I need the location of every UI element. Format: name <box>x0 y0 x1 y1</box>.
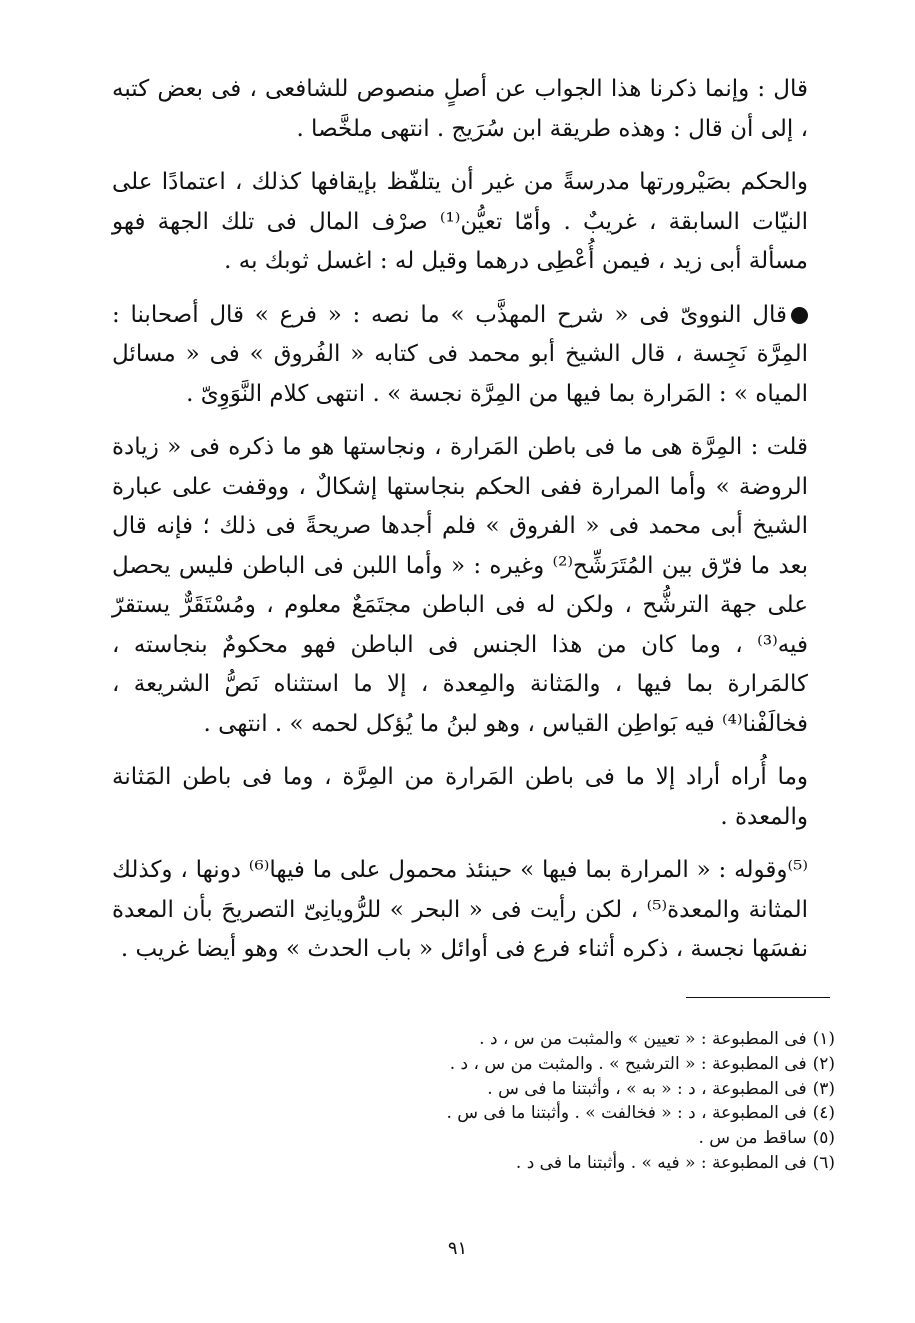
paragraph-5: وما أُراه أراد إلا ما فى باطن المَرارة من المِرَّة ، وما فى باطن المَثانة والمعدة . <box>112 764 808 830</box>
paragraph-6: ⁽⁵⁾وقوله : « المرارة بما فيها » حينئذ محمول على ما فيها⁽⁶⁾ دونها ، وكذلك المثانة والمعدة⁽⁵⁾ ، لكن رأيت فى « البحر » للرُّويانِىّ التصريحَ بأن المعدة نفسَها نجسة ، ذكره أثناء فرع فى أوائل « باب الحدث » وهو أيضا غريب . <box>112 857 809 962</box>
footnote-text: فى المطبوعة : « الترشيح » . والمثبت من س ، د . <box>449 1053 807 1074</box>
footnote-item <box>315 1101 835 1126</box>
footnote-item <box>315 1027 835 1052</box>
footnote-number: (٢) <box>812 1053 835 1074</box>
footnote-number: (١) <box>812 1029 835 1049</box>
main-text <box>112 70 808 970</box>
paragraph-3-text: قال النووىّ فى « شرح المهذَّب » ما نصه : « فرع » قال أصحابنا : المِرَّة نَجِسة ، قال الشيخ أبو محمد فى كتابه « الفُروق » فى « مسائل المياه » : المَرارة بما فيها من المِرَّة نجسة » . انتهى كلام النَّوَوِىّ . <box>112 301 808 407</box>
paragraph-1: قال : وإنما ذكرنا هذا الجواب عن أصلٍ منصوص للشافعى ، فى بعض كتبه ، إلى أن قال : وهذه طريقة ابن سُرَيج . انتهى ملخَّصا . <box>112 76 808 142</box>
paragraph-4: قلت : المِرَّة هى ما فى باطن المَرارة ، ونجاستها هو ما ذكره فى « زيادة الروضة » وأما المرارة ففى الحكم بنجاستها إشكالٌ ، ووقفت على عبارة الشيخ أبى محمد فى « الفروق » فلم أجدها صريحةً فى ذلك ؛ فإنه قال بعد ما فرّق بين المُتَرَشِّح⁽²⁾ وغيره : « وأما اللبن فى الباطن فليس يحصل على جهة الترشُّح ، ولكن له فى الباطن مجتَمَعٌ معلوم ، ومُسْتَقَرٌّ يستقرّ فيه⁽³⁾ ، وما كان من هذا الجنس فى الباطن فهو محكومٌ بنجاسته ، كالمَرارة بما فيها ، والمَثانة والمِعدة ، إلا ما استثناه نَصُّ الشريعة ، فخالَفْنا⁽⁴⁾ فيه بَواطِن القياس ، وهو لبنُ ما يُؤكل لحمه » . انتهى . <box>112 434 808 737</box>
footnote-item <box>315 1077 835 1102</box>
footnote-item <box>315 1151 835 1176</box>
paragraph-2: والحكم بصَيْرورتها مدرسةً من غير أن يتلفّظ بإيقافها كذلك ، اعتمادًا على النيّات السابقة ، غريبٌ . وأمّا تعيُّن⁽¹⁾ صرْف المال فى تلك الجهة فهو مسألة أبى زيد ، فيمن أُعْطِى درهما وقيل له : اغسل ثوبك به . <box>112 169 808 274</box>
footnote-text: فى المطبوعة : « تعيين » والمثبت من س ، د . <box>479 1029 807 1049</box>
paragraph-3 <box>112 296 808 415</box>
footnote-item <box>315 1052 835 1077</box>
page-number: ٩١ <box>447 1238 468 1259</box>
footnote-text: فى المطبوعة ، د : « فخالفت » . وأثبتنا ما فى س . <box>446 1103 807 1124</box>
footnotes-list <box>315 1027 835 1176</box>
footnote-separator <box>686 997 830 998</box>
footnote-number: (٤) <box>812 1103 835 1124</box>
footnote-item <box>315 1126 835 1151</box>
bullet-dot-icon <box>791 307 808 324</box>
footnote-text: ساقط من س . <box>698 1128 807 1149</box>
footnote-text: فى المطبوعة : « فيه » . وأثبتنا ما فى د . <box>515 1152 807 1173</box>
footnote-text: فى المطبوعة ، د : « به » ، وأثبتنا ما فى س . <box>487 1078 807 1099</box>
footnote-number: (٦) <box>812 1152 835 1173</box>
footnote-number: (٣) <box>812 1078 835 1099</box>
footnote-number: (٥) <box>812 1128 835 1149</box>
